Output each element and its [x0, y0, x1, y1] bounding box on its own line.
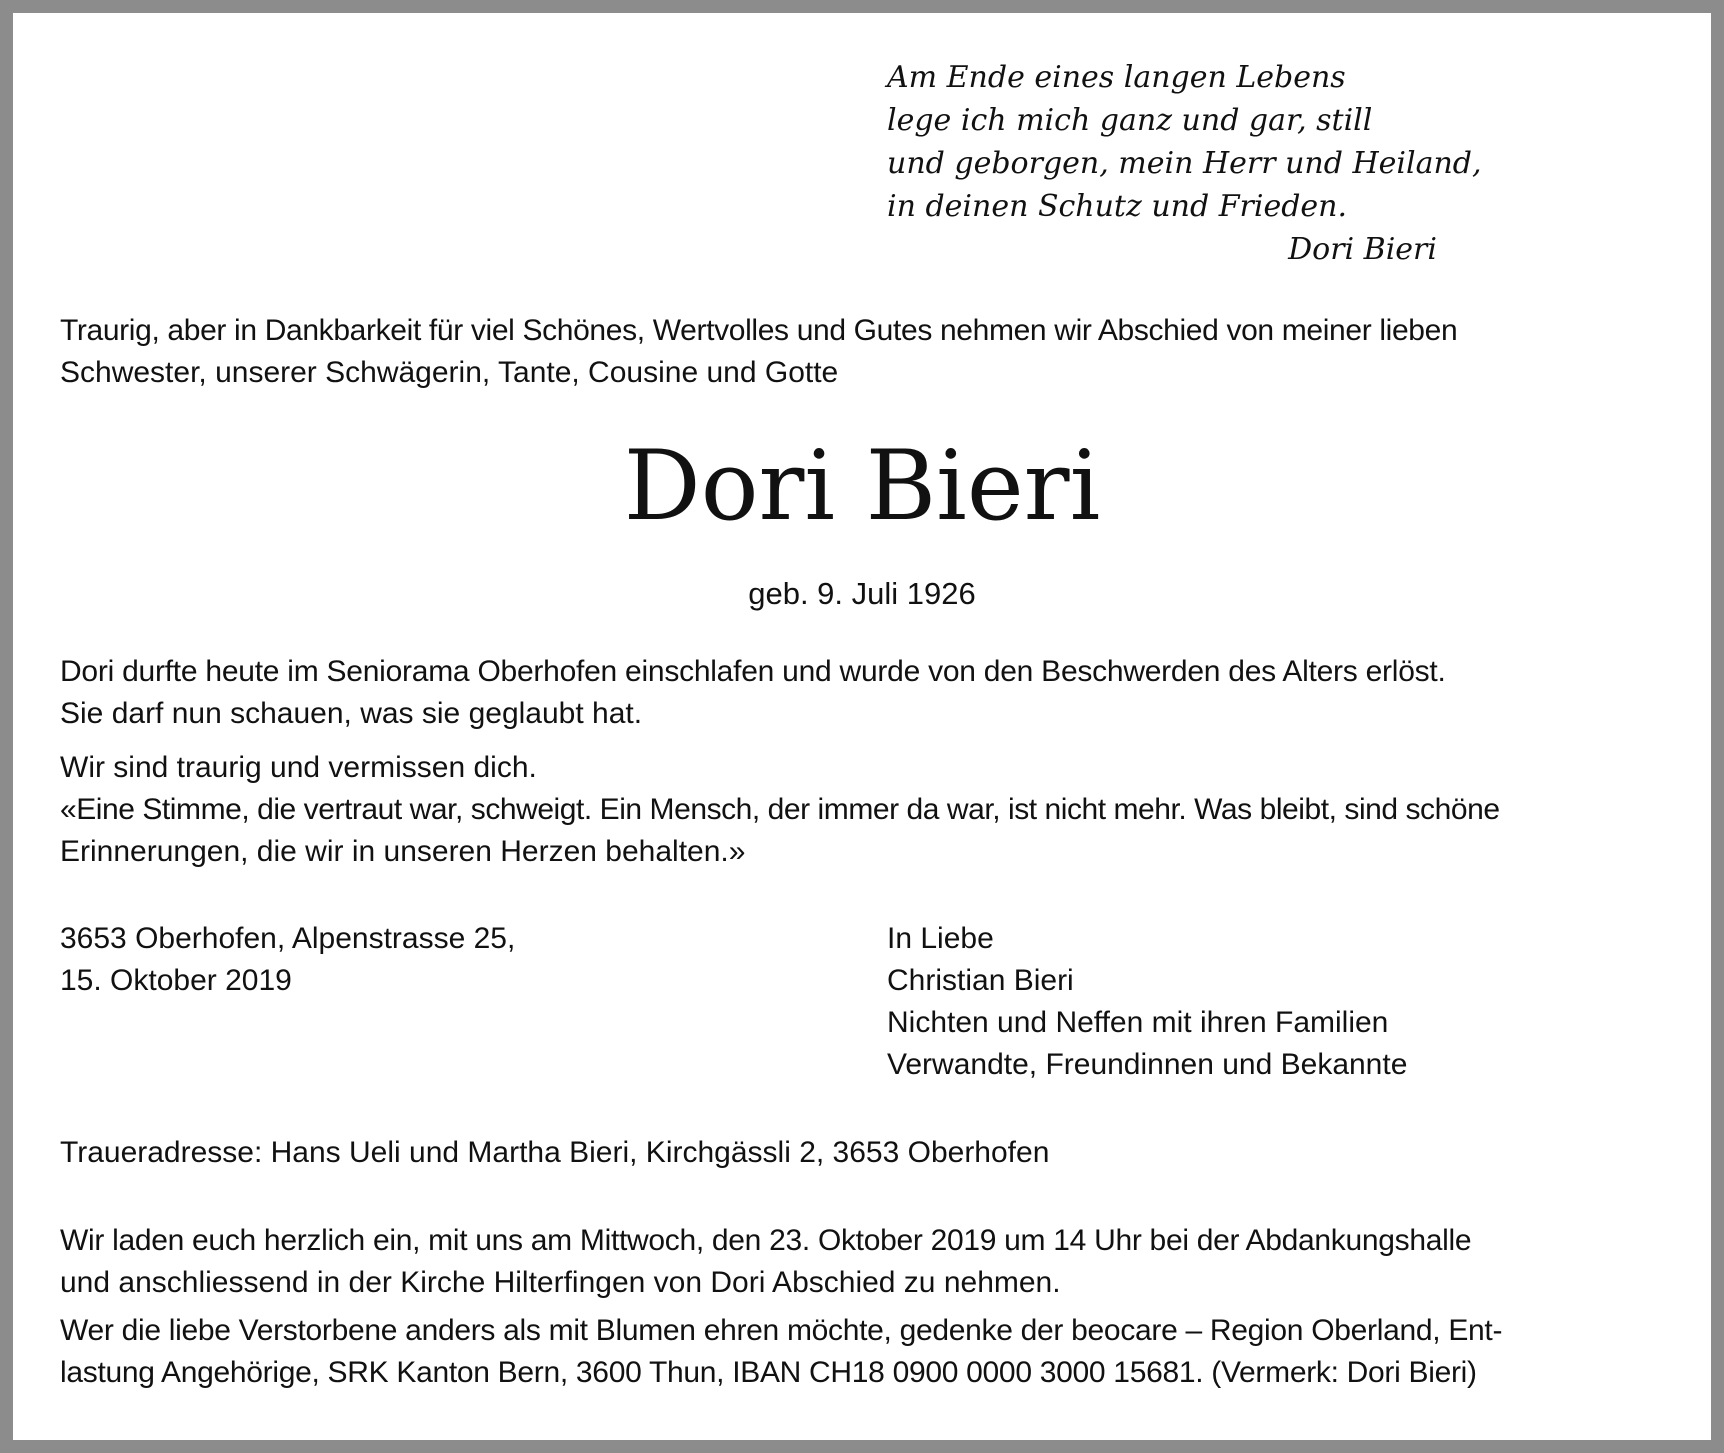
mourning-address [60, 1132, 1665, 1174]
message-line: «Eine Stimme, die vertraut war, schweigt. Ein Mensch, der immer da war, ist nicht mehr. Was bleibt, sind schöne [60, 793, 1500, 826]
poem-line: in deinen Schutz und Frieden. [887, 189, 1348, 224]
poem-author: Dori Bieri [1288, 232, 1437, 267]
obituary-notice [13, 13, 1711, 1440]
message-paragraph-1 [60, 651, 1665, 735]
deceased-name: Dori Bieri [623, 430, 1101, 542]
service-paragraph [60, 1220, 1665, 1304]
donation-line: lastung Angehörige, SRK Kanton Bern, 3600 Thun, IBAN CH18 0900 0000 3000 15681. (Vermerk: Dori Bieri) [60, 1356, 1477, 1389]
intro-paragraph [60, 310, 1665, 394]
sender-address: 3653 Oberhofen, Alpenstrasse 25, [60, 922, 516, 955]
notice-date: 15. Oktober 2019 [60, 964, 292, 997]
intro-line: Traurig, aber in Dankbarkeit für viel Schönes, Wertvolles und Gutes nehmen wir Abschied von meiner lieben [60, 314, 1458, 347]
signatory-line: Verwandte, Freundinnen und Bekannte [887, 1048, 1408, 1081]
donation-paragraph [60, 1310, 1665, 1394]
service-line: Wir laden euch herzlich ein, mit uns am Mittwoch, den 23. Oktober 2019 um 14 Uhr bei der Abdankungshalle [60, 1224, 1472, 1257]
poem-line: lege ich mich ganz und gar, still [887, 103, 1373, 138]
mourning-address-line: Traueradresse: Hans Ueli und Martha Bieri, Kirchgässli 2, 3653 Oberhofen [60, 1136, 1050, 1169]
message-paragraph-2 [60, 747, 1665, 873]
message-line: Dori durfte heute im Seniorama Oberhofen einschlafen und wurde von den Beschwerden des Alters erlöst. [60, 655, 1446, 688]
poem-line: und geborgen, mein Herr und Heiland, [887, 146, 1482, 181]
service-line: und anschliessend in der Kirche Hilterfingen von Dori Abschied zu nehmen. [60, 1266, 1061, 1299]
poem-line: Am Ende eines langen Lebens [887, 60, 1346, 95]
message-line: Erinnerungen, die wir in unseren Herzen behalten.» [60, 835, 746, 868]
signatory-line: In Liebe [887, 922, 994, 955]
donation-line: Wer die liebe Verstorbene anders als mit Blumen ehren möchte, gedenke der beocare – Region Oberland, Ent- [60, 1314, 1503, 1347]
signatory-line: Christian Bieri [887, 964, 1074, 997]
signatories [887, 918, 1407, 1086]
place-and-date [60, 918, 515, 1002]
poem [887, 56, 1482, 271]
intro-line: Schwester, unserer Schwägerin, Tante, Cousine und Gotte [60, 356, 839, 389]
message-line: Sie darf nun schauen, was sie geglaubt hat. [60, 697, 643, 730]
message-line: Wir sind traurig und vermissen dich. [60, 751, 537, 784]
birth-date: geb. 9. Juli 1926 [748, 576, 976, 611]
signatory-line: Nichten und Neffen mit ihren Familien [887, 1006, 1389, 1039]
